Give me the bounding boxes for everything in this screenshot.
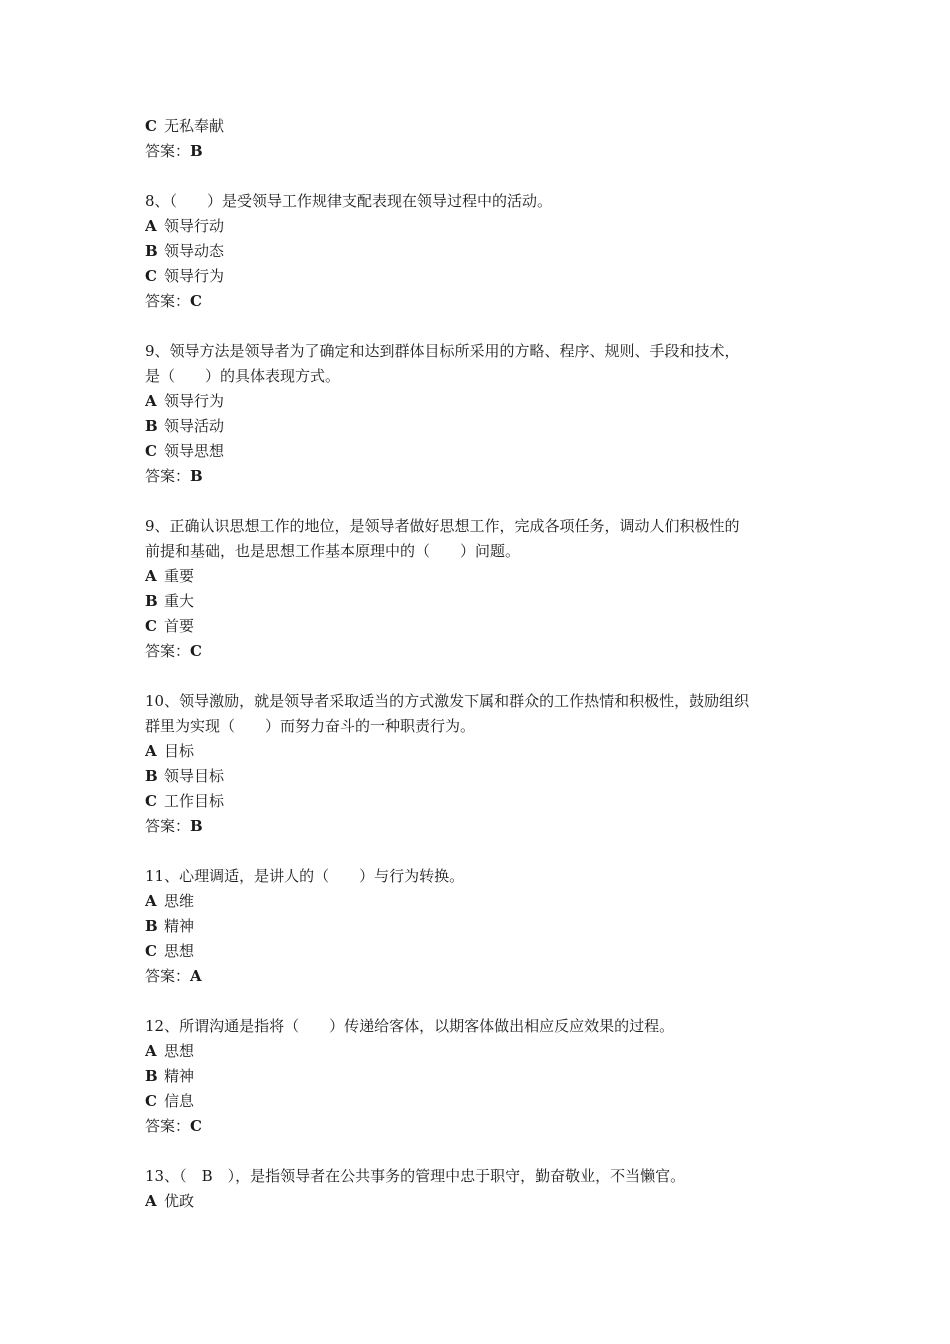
answer-value: B: [190, 142, 203, 160]
option-line: [145, 1089, 825, 1114]
option-line: [145, 914, 825, 939]
document-page: [145, 114, 825, 1214]
option-text: 无私奉献: [164, 117, 225, 135]
question-block: [145, 1014, 825, 1139]
option-letter: C: [145, 267, 157, 285]
option-line: [145, 239, 825, 264]
option-letter: C: [145, 1092, 157, 1110]
option-line: [145, 564, 825, 589]
question-text: 是（ ）的具体表现方式。: [145, 367, 341, 385]
question-text: 11、心理调适，是讲人的（ ）与行为转换。: [145, 867, 465, 885]
option-letter: A: [145, 217, 157, 235]
question-text: 13、（ B ），是指领导者在公共事务的管理中忠于职守，勤奋敬业，不当懒官。: [145, 1167, 686, 1185]
question-text: 10、领导激励，就是领导者采取适当的方式激发下属和群众的工作热情和积极性，鼓励组织: [145, 692, 750, 710]
option-text: 精神: [164, 917, 195, 935]
option-text: 优政: [164, 1192, 195, 1210]
answer-label: 答案：: [145, 642, 191, 660]
option-letter: C: [145, 117, 157, 135]
answer-line: [145, 1114, 825, 1139]
option-text: 领导活动: [164, 417, 225, 435]
question-text: 前提和基础，也是思想工作基本原理中的（ ）问题。: [145, 542, 521, 560]
question-block: [145, 514, 825, 664]
question-block: [145, 864, 825, 989]
question-block: [145, 189, 825, 314]
question-gap: [145, 314, 825, 339]
question-gap: [145, 164, 825, 189]
option-text: 思想: [164, 942, 195, 960]
answer-value: C: [190, 1117, 202, 1135]
answer-line: [145, 964, 825, 989]
question-gap: [145, 989, 825, 1014]
answer-value: A: [190, 967, 202, 985]
option-text: 领导行动: [164, 217, 225, 235]
option-line: [145, 764, 825, 789]
option-text: 思想: [164, 1042, 195, 1060]
option-letter: B: [145, 417, 158, 435]
option-text: 领导思想: [164, 442, 225, 460]
question-block: [145, 1164, 825, 1214]
question-block: [145, 339, 825, 489]
option-line: [145, 114, 825, 139]
question-text: 12、所谓沟通是指将（ ）传递给客体，以期客体做出相应反应效果的过程。: [145, 1017, 675, 1035]
option-letter: C: [145, 617, 157, 635]
question-gap: [145, 664, 825, 689]
question-gap: [145, 489, 825, 514]
option-text: 信息: [164, 1092, 195, 1110]
question-gap: [145, 839, 825, 864]
option-line: [145, 389, 825, 414]
option-line: [145, 214, 825, 239]
option-line: [145, 264, 825, 289]
option-letter: B: [145, 917, 158, 935]
option-letter: C: [145, 442, 157, 460]
question-text: 9、领导方法是领导者为了确定和达到群体目标所采用的方略、程序、规则、手段和技术，: [145, 342, 740, 360]
option-text: 工作目标: [164, 792, 225, 810]
answer-line: [145, 289, 825, 314]
option-letter: A: [145, 1192, 157, 1210]
question-list: [145, 164, 825, 1214]
option-letter: B: [145, 592, 158, 610]
option-line: [145, 439, 825, 464]
option-line: [145, 614, 825, 639]
option-text: 重要: [164, 567, 195, 585]
question-text: 8、（ ）是受领导工作规律支配表现在领导过程中的活动。: [145, 192, 553, 210]
answer-line: [145, 464, 825, 489]
option-text: 重大: [164, 592, 195, 610]
option-line: [145, 1039, 825, 1064]
option-text: 领导动态: [164, 242, 225, 260]
option-text: 思维: [164, 892, 195, 910]
option-letter: C: [145, 942, 157, 960]
question-gap: [145, 1139, 825, 1164]
option-text: 领导目标: [164, 767, 225, 785]
answer-label: 答案：: [145, 292, 191, 310]
answer-label: 答案：: [145, 142, 191, 160]
answer-value: B: [190, 467, 203, 485]
answer-line: [145, 814, 825, 839]
answer-line: [145, 639, 825, 664]
option-letter: B: [145, 1067, 158, 1085]
option-line: [145, 889, 825, 914]
option-text: 目标: [164, 742, 195, 760]
option-letter: A: [145, 567, 157, 585]
option-text: 首要: [164, 617, 195, 635]
option-line: [145, 1189, 825, 1214]
answer-label: 答案：: [145, 817, 191, 835]
question-text: 9、正确认识思想工作的地位，是领导者做好思想工作，完成各项任务，调动人们积极性的: [145, 517, 740, 535]
answer-label: 答案：: [145, 467, 191, 485]
answer-label: 答案：: [145, 967, 191, 985]
option-line: [145, 1064, 825, 1089]
option-line: [145, 939, 825, 964]
answer-value: B: [190, 817, 203, 835]
question-block: [145, 689, 825, 839]
option-letter: A: [145, 392, 157, 410]
option-text: 精神: [164, 1067, 195, 1085]
answer-value: C: [190, 642, 202, 660]
answer-value: C: [190, 292, 202, 310]
option-line: [145, 414, 825, 439]
option-line: [145, 789, 825, 814]
question-text: 群里为实现（ ）而努力奋斗的一种职责行为。: [145, 717, 476, 735]
answer-line: [145, 139, 825, 164]
option-letter: C: [145, 792, 157, 810]
option-letter: A: [145, 1042, 157, 1060]
option-line: [145, 739, 825, 764]
option-line: [145, 589, 825, 614]
option-letter: A: [145, 892, 157, 910]
option-text: 领导行为: [164, 392, 225, 410]
option-letter: B: [145, 767, 158, 785]
option-letter: A: [145, 742, 157, 760]
option-text: 领导行为: [164, 267, 225, 285]
option-letter: B: [145, 242, 158, 260]
answer-label: 答案：: [145, 1117, 191, 1135]
